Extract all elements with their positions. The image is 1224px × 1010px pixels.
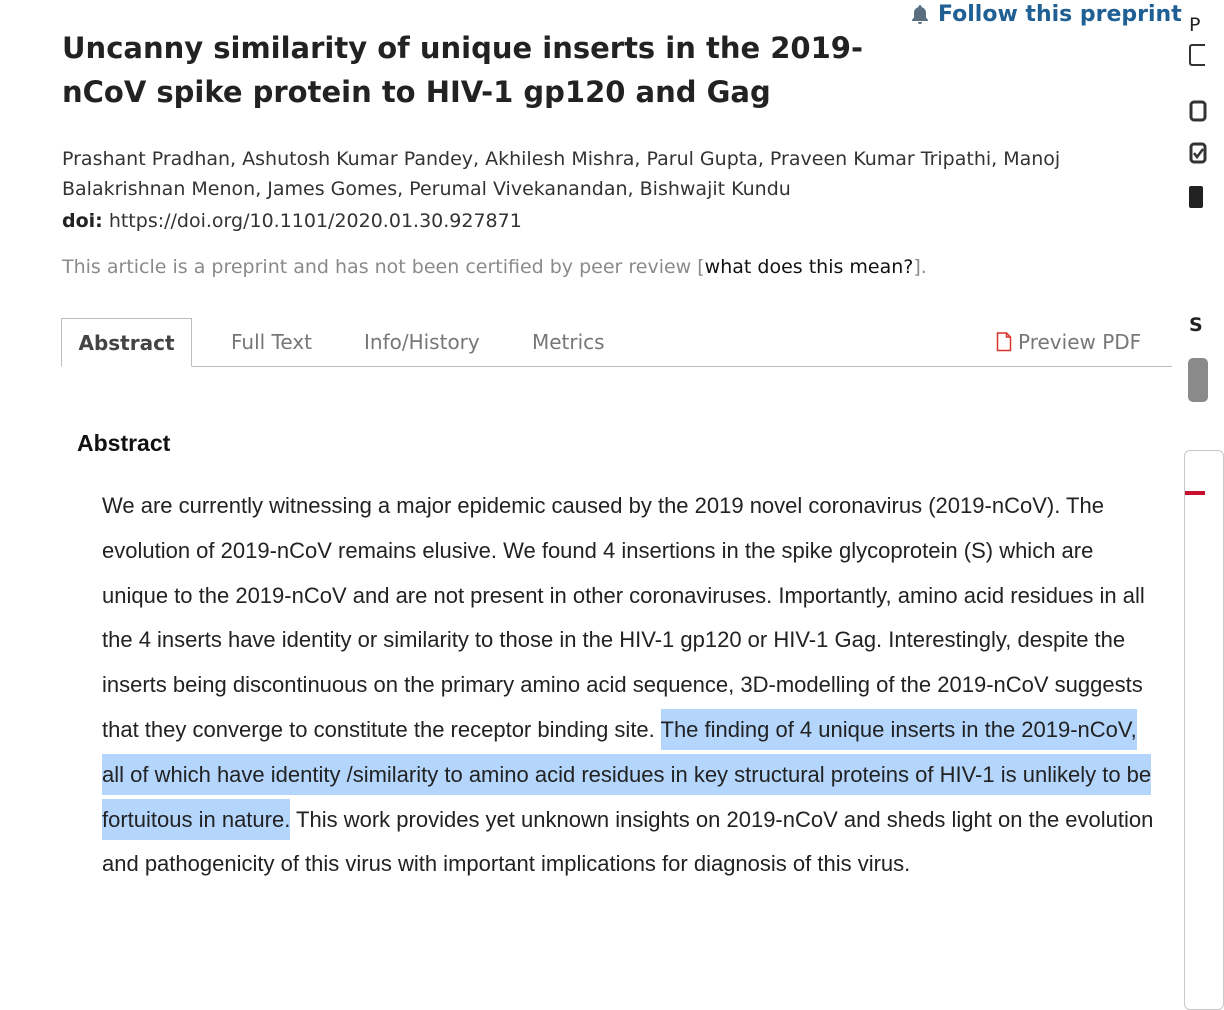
pdf-file-icon: [996, 332, 1012, 352]
sidebar-panel: [1184, 450, 1224, 1010]
follow-preprint-button[interactable]: [910, 0, 1182, 28]
follow-preprint-label: Follow this preprint: [938, 1, 1182, 27]
notice-text: This article is a preprint and has not been certified by peer review [: [62, 256, 705, 278]
doi-link[interactable]: https://doi.org/10.1101/2020.01.30.927871: [108, 210, 522, 232]
abstract-text-end: This work provides yet unknown insights on 2019-nCoV and sheds light on the evolution and pathogenicity of this virus with important implications for diagnosis of this virus.: [102, 806, 1154, 877]
abstract-text-start: We are currently witnessing a major epidemic caused by the 2019 novel coronavirus (2019-nCoV). The evolution of 2019-nCoV remains elusive. We found 4 insertions in the spike glycoprotein (S) which are unique to the 2019-nCoV and are not present in other coronaviruses. Importantly, amino acid residues in all the 4 inserts have identity or similarity to those in the HIV-1 gp120 or HIV-1 Gag. Interestingly, despite the inserts being discontinuous on the primary amino acid sequence, 3D-modelling of the 2019-nCoV suggests that they converge to constitute the receptor binding site.: [102, 493, 1145, 742]
tab-metrics[interactable]: Metrics: [532, 330, 605, 354]
preprint-notice: [62, 256, 927, 278]
author-list: Prashant Pradhan, Ashutosh Kumar Pandey, Akhilesh Mishra, Parul Gupta, Praveen Kumar Tripathi, Manoj Balakrishnan Menon, James Gomes, Perumal Vivekanandan, Bishwajit Kundu: [62, 148, 1061, 200]
abstract-heading: Abstract: [77, 430, 171, 456]
highlighted-text-selection: The finding of 4 unique inserts in the 2019-nCoV, all of which have identity /similarity to amino acid residues in key structural proteins of HIV-1 is unlikely to be fortuitous in nature.: [102, 709, 1151, 840]
preview-pdf-label: Preview PDF: [1018, 330, 1142, 354]
sidebar-edit-icon[interactable]: [1189, 100, 1203, 122]
sidebar-grey-button[interactable]: [1188, 358, 1208, 402]
preview-pdf-link[interactable]: [996, 318, 1141, 366]
doi-label: doi:: [62, 210, 103, 232]
article-title: Uncanny similarity of unique inserts in the 2019-nCoV spike protein to HIV-1 gp120 and Gag: [62, 31, 863, 109]
abstract-text: [102, 484, 1162, 887]
tab-full-text[interactable]: Full Text: [231, 330, 313, 354]
article-tabs: [61, 318, 1172, 367]
sidebar-clipped-letter: P: [1189, 14, 1201, 36]
doi-line: [62, 210, 522, 232]
sidebar-bookmark-icon[interactable]: [1189, 186, 1203, 208]
sidebar-accent-bar: [1185, 491, 1205, 495]
sidebar-checkbox-icon[interactable]: [1189, 142, 1203, 164]
sidebar-section-letter: S: [1189, 314, 1203, 336]
tab-info-history[interactable]: Info/History: [364, 330, 480, 354]
what-does-this-mean-link[interactable]: what does this mean?: [704, 256, 914, 278]
bell-icon: [910, 4, 930, 24]
notice-end: ].: [913, 256, 927, 278]
tab-abstract[interactable]: Abstract: [61, 318, 192, 367]
sidebar-box-icon[interactable]: [1189, 44, 1205, 66]
